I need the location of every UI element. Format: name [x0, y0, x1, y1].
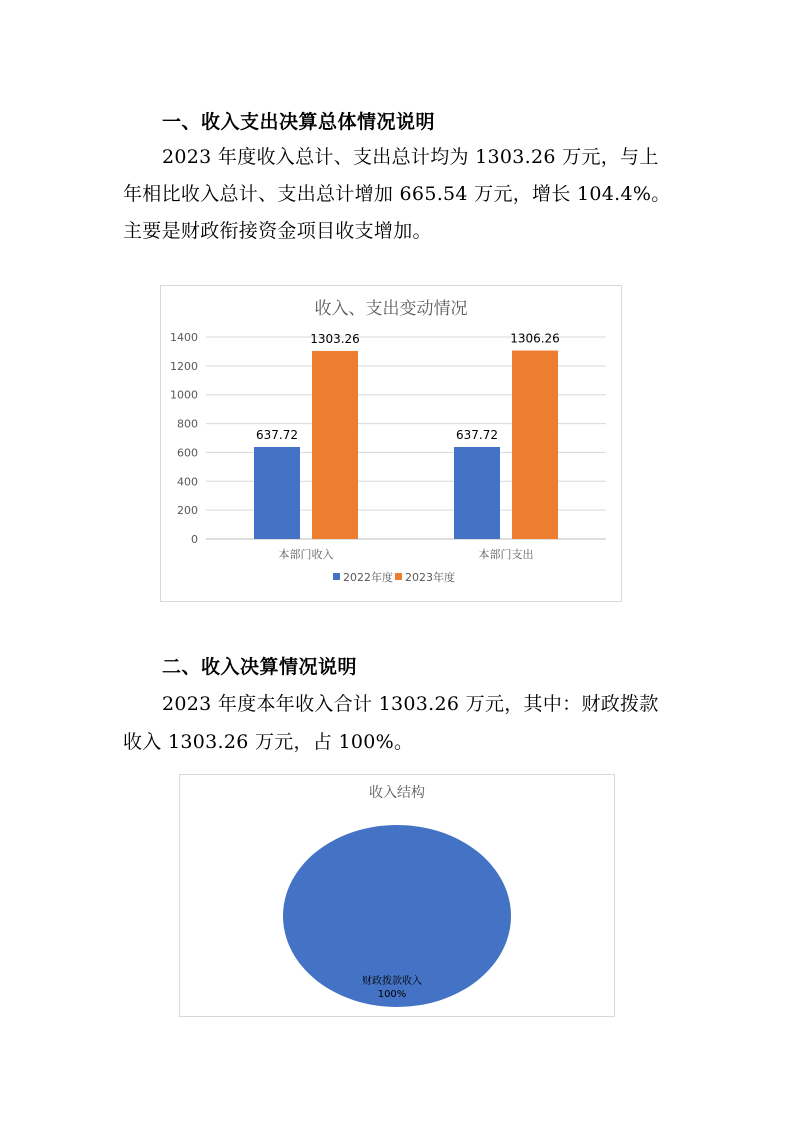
bar-data-label: 637.72 [256, 427, 298, 442]
y-tick-label: 600 [177, 446, 198, 460]
x-tick-label: 本部门支出 [478, 548, 534, 561]
bar-data-label: 1306.26 [510, 331, 560, 346]
bar-chart [161, 286, 621, 601]
legend-swatch [333, 573, 340, 580]
section1-line-3: 主要是财政衔接资金项目收支增加。 [123, 220, 432, 242]
bar-chart-legend [333, 570, 455, 584]
y-tick-label: 1000 [170, 388, 198, 402]
y-tick-label: 1400 [170, 331, 198, 344]
pie-slice-percent: 100% [377, 989, 407, 1000]
pie-chart-container [179, 774, 615, 1017]
bar-chart-bars [254, 332, 560, 539]
section1-line-2: 年相比收入总计、支出总计增加 665.54 万元，增长 104.4%。 [123, 183, 671, 205]
section2-heading: 二、收入决算情况说明 [162, 656, 358, 678]
bar [454, 447, 500, 539]
pie-chart-slices [283, 825, 511, 1007]
bar-chart-x-axis [279, 547, 534, 561]
bar-chart-container [160, 285, 622, 602]
x-tick-label: 本部门收入 [278, 548, 334, 561]
bar [512, 351, 558, 539]
bar [312, 351, 358, 539]
y-tick-label: 1200 [170, 359, 198, 373]
section1-line-1: 2023 年度收入总计、支出总计均为 1303.26 万元，与上 [162, 146, 659, 168]
pie-slice-label: 财政拨款收入 [362, 976, 422, 987]
pie-chart [180, 775, 614, 1016]
bar-chart-y-axis [170, 331, 198, 546]
section2-line-2: 收入 1303.26 万元，占 100%。 [123, 731, 414, 753]
bar-data-label: 637.72 [456, 427, 498, 442]
bar-chart-title: 收入、支出变动情况 [314, 299, 468, 319]
section2-line-1: 2023 年度本年收入合计 1303.26 万元，其中：财政拨款 [162, 693, 659, 715]
legend-swatch [395, 573, 402, 580]
y-tick-label: 200 [177, 504, 198, 518]
y-tick-label: 400 [177, 475, 198, 489]
bar-data-label: 1303.26 [310, 331, 360, 346]
bar [254, 447, 300, 539]
legend-label: 2022年度 [343, 571, 393, 584]
y-tick-label: 800 [177, 417, 198, 431]
y-tick-label: 0 [191, 533, 198, 546]
legend-label: 2023年度 [405, 571, 455, 584]
pie-chart-title: 收入结构 [369, 785, 425, 801]
section1-heading: 一、收入支出决算总体情况说明 [162, 111, 436, 133]
